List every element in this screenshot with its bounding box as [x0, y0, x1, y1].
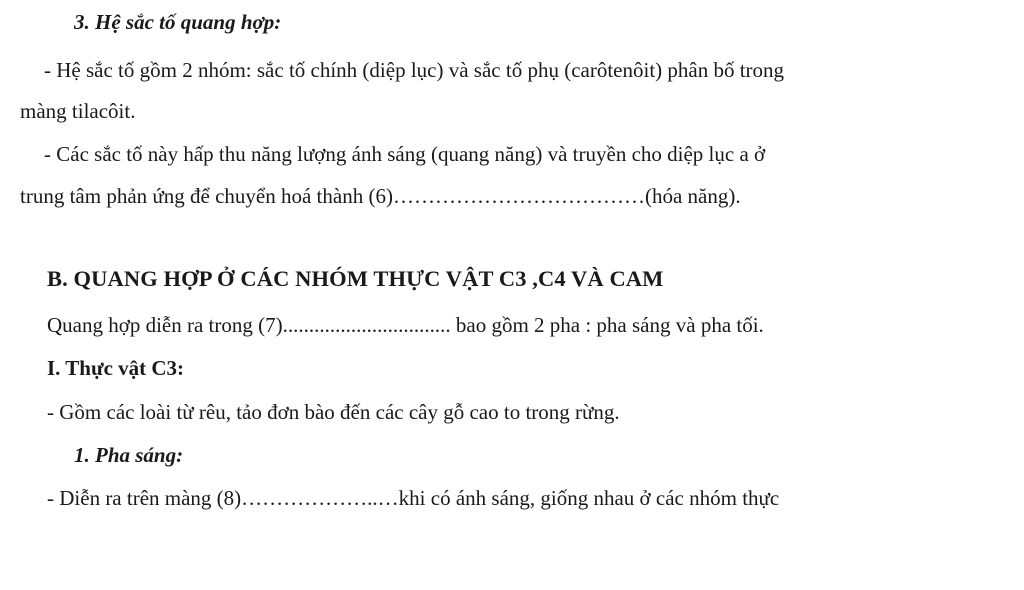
paragraph-1-line-1: - Hệ sắc tố gồm 2 nhóm: sắc tố chính (diệp lục) và sắc tố phụ (carôtenôit) phân bố trong [44, 58, 785, 82]
paragraph-2-line-2: trung tâm phản ứng để chuyển hoá thành (6)………………………………(hóa năng). [20, 184, 741, 208]
heading-3-pigments: 3. Hệ sắc tố quang hợp: [74, 10, 282, 34]
section-b-title: B. QUANG HỢP Ở CÁC NHÓM THỰC VẬT C3 ,C4 VÀ CAM [47, 266, 664, 291]
heading-1-light-phase: 1. Pha sáng: [74, 443, 184, 467]
paragraph-2-line-1: - Các sắc tố này hấp thu năng lượng ánh sáng (quang năng) và truyền cho diệp lục a ở [44, 142, 766, 166]
heading-I-c3: I. Thực vật C3: [47, 356, 185, 380]
light-phase-line: - Diễn ra trên màng (8)………………..…khi có ánh sáng, giống nhau ở các nhóm thực [47, 486, 780, 510]
section-b-line: Quang hợp diễn ra trong (7)................................ bao gồm 2 pha : pha sáng và pha tối. [47, 313, 764, 337]
c3-description: - Gồm các loài từ rêu, tảo đơn bào đến các cây gỗ cao to trong rừng. [47, 400, 620, 424]
paragraph-1-line-2: màng tilacôit. [20, 99, 136, 123]
